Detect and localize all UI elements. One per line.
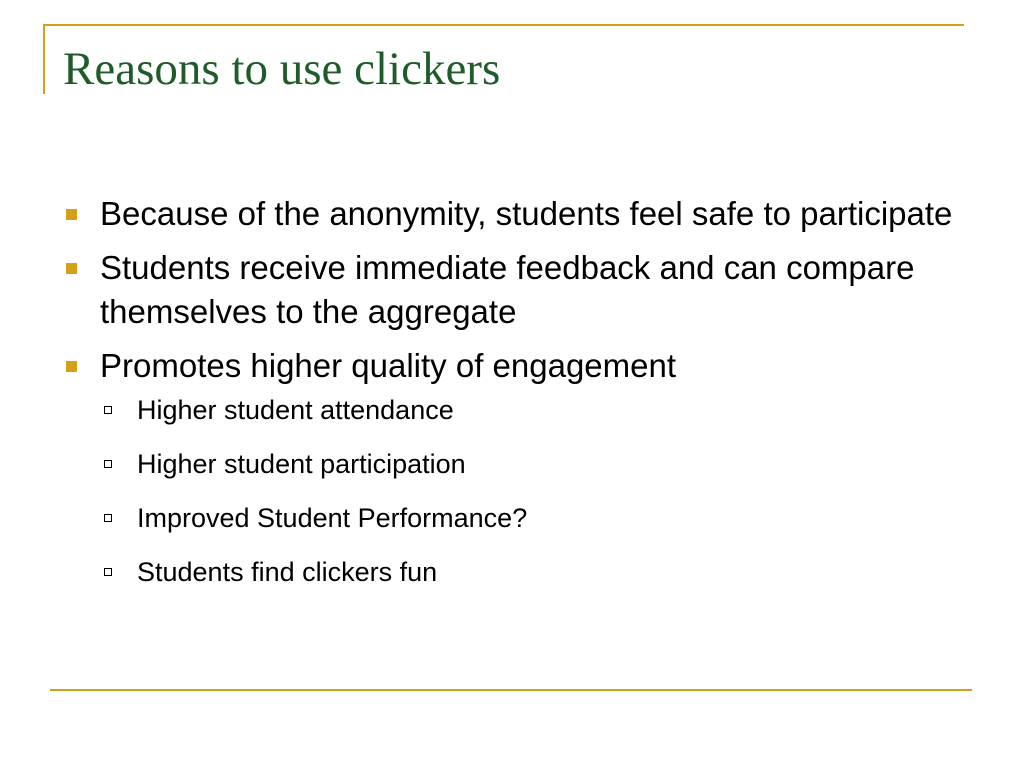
sub-bullet-text: Improved Student Performance? bbox=[137, 503, 528, 533]
bullet-item bbox=[64, 246, 964, 334]
bullet-text: Promotes higher quality of engagement bbox=[100, 347, 677, 384]
sub-bullet-item bbox=[64, 448, 964, 481]
square-bullet-icon bbox=[66, 209, 77, 220]
frame-top-line bbox=[43, 24, 964, 26]
open-square-bullet-icon bbox=[104, 514, 112, 522]
sub-bullet-text: Higher student attendance bbox=[137, 395, 454, 425]
square-bullet-icon bbox=[66, 361, 77, 372]
sub-bullet-item bbox=[64, 556, 964, 589]
open-square-bullet-icon bbox=[104, 568, 112, 576]
slide-title: Reasons to use clickers bbox=[63, 43, 501, 95]
bullet-list bbox=[64, 192, 964, 610]
bullet-item bbox=[64, 192, 964, 236]
square-bullet-icon bbox=[66, 263, 77, 274]
sub-bullet-text: Students find clickers fun bbox=[137, 557, 438, 587]
open-square-bullet-icon bbox=[104, 460, 112, 468]
bullet-text: Students receive immediate feedback and can compare themselves to the aggregate bbox=[100, 249, 915, 330]
sub-bullet-item bbox=[64, 394, 964, 427]
frame-bottom-line bbox=[50, 689, 972, 691]
sub-bullet-item bbox=[64, 502, 964, 535]
sub-bullet-text: Higher student participation bbox=[137, 449, 466, 479]
bullet-item bbox=[64, 344, 964, 388]
open-square-bullet-icon bbox=[104, 406, 112, 414]
bullet-text: Because of the anonymity, students feel safe to participate bbox=[100, 195, 953, 232]
frame-left-line bbox=[43, 24, 45, 94]
